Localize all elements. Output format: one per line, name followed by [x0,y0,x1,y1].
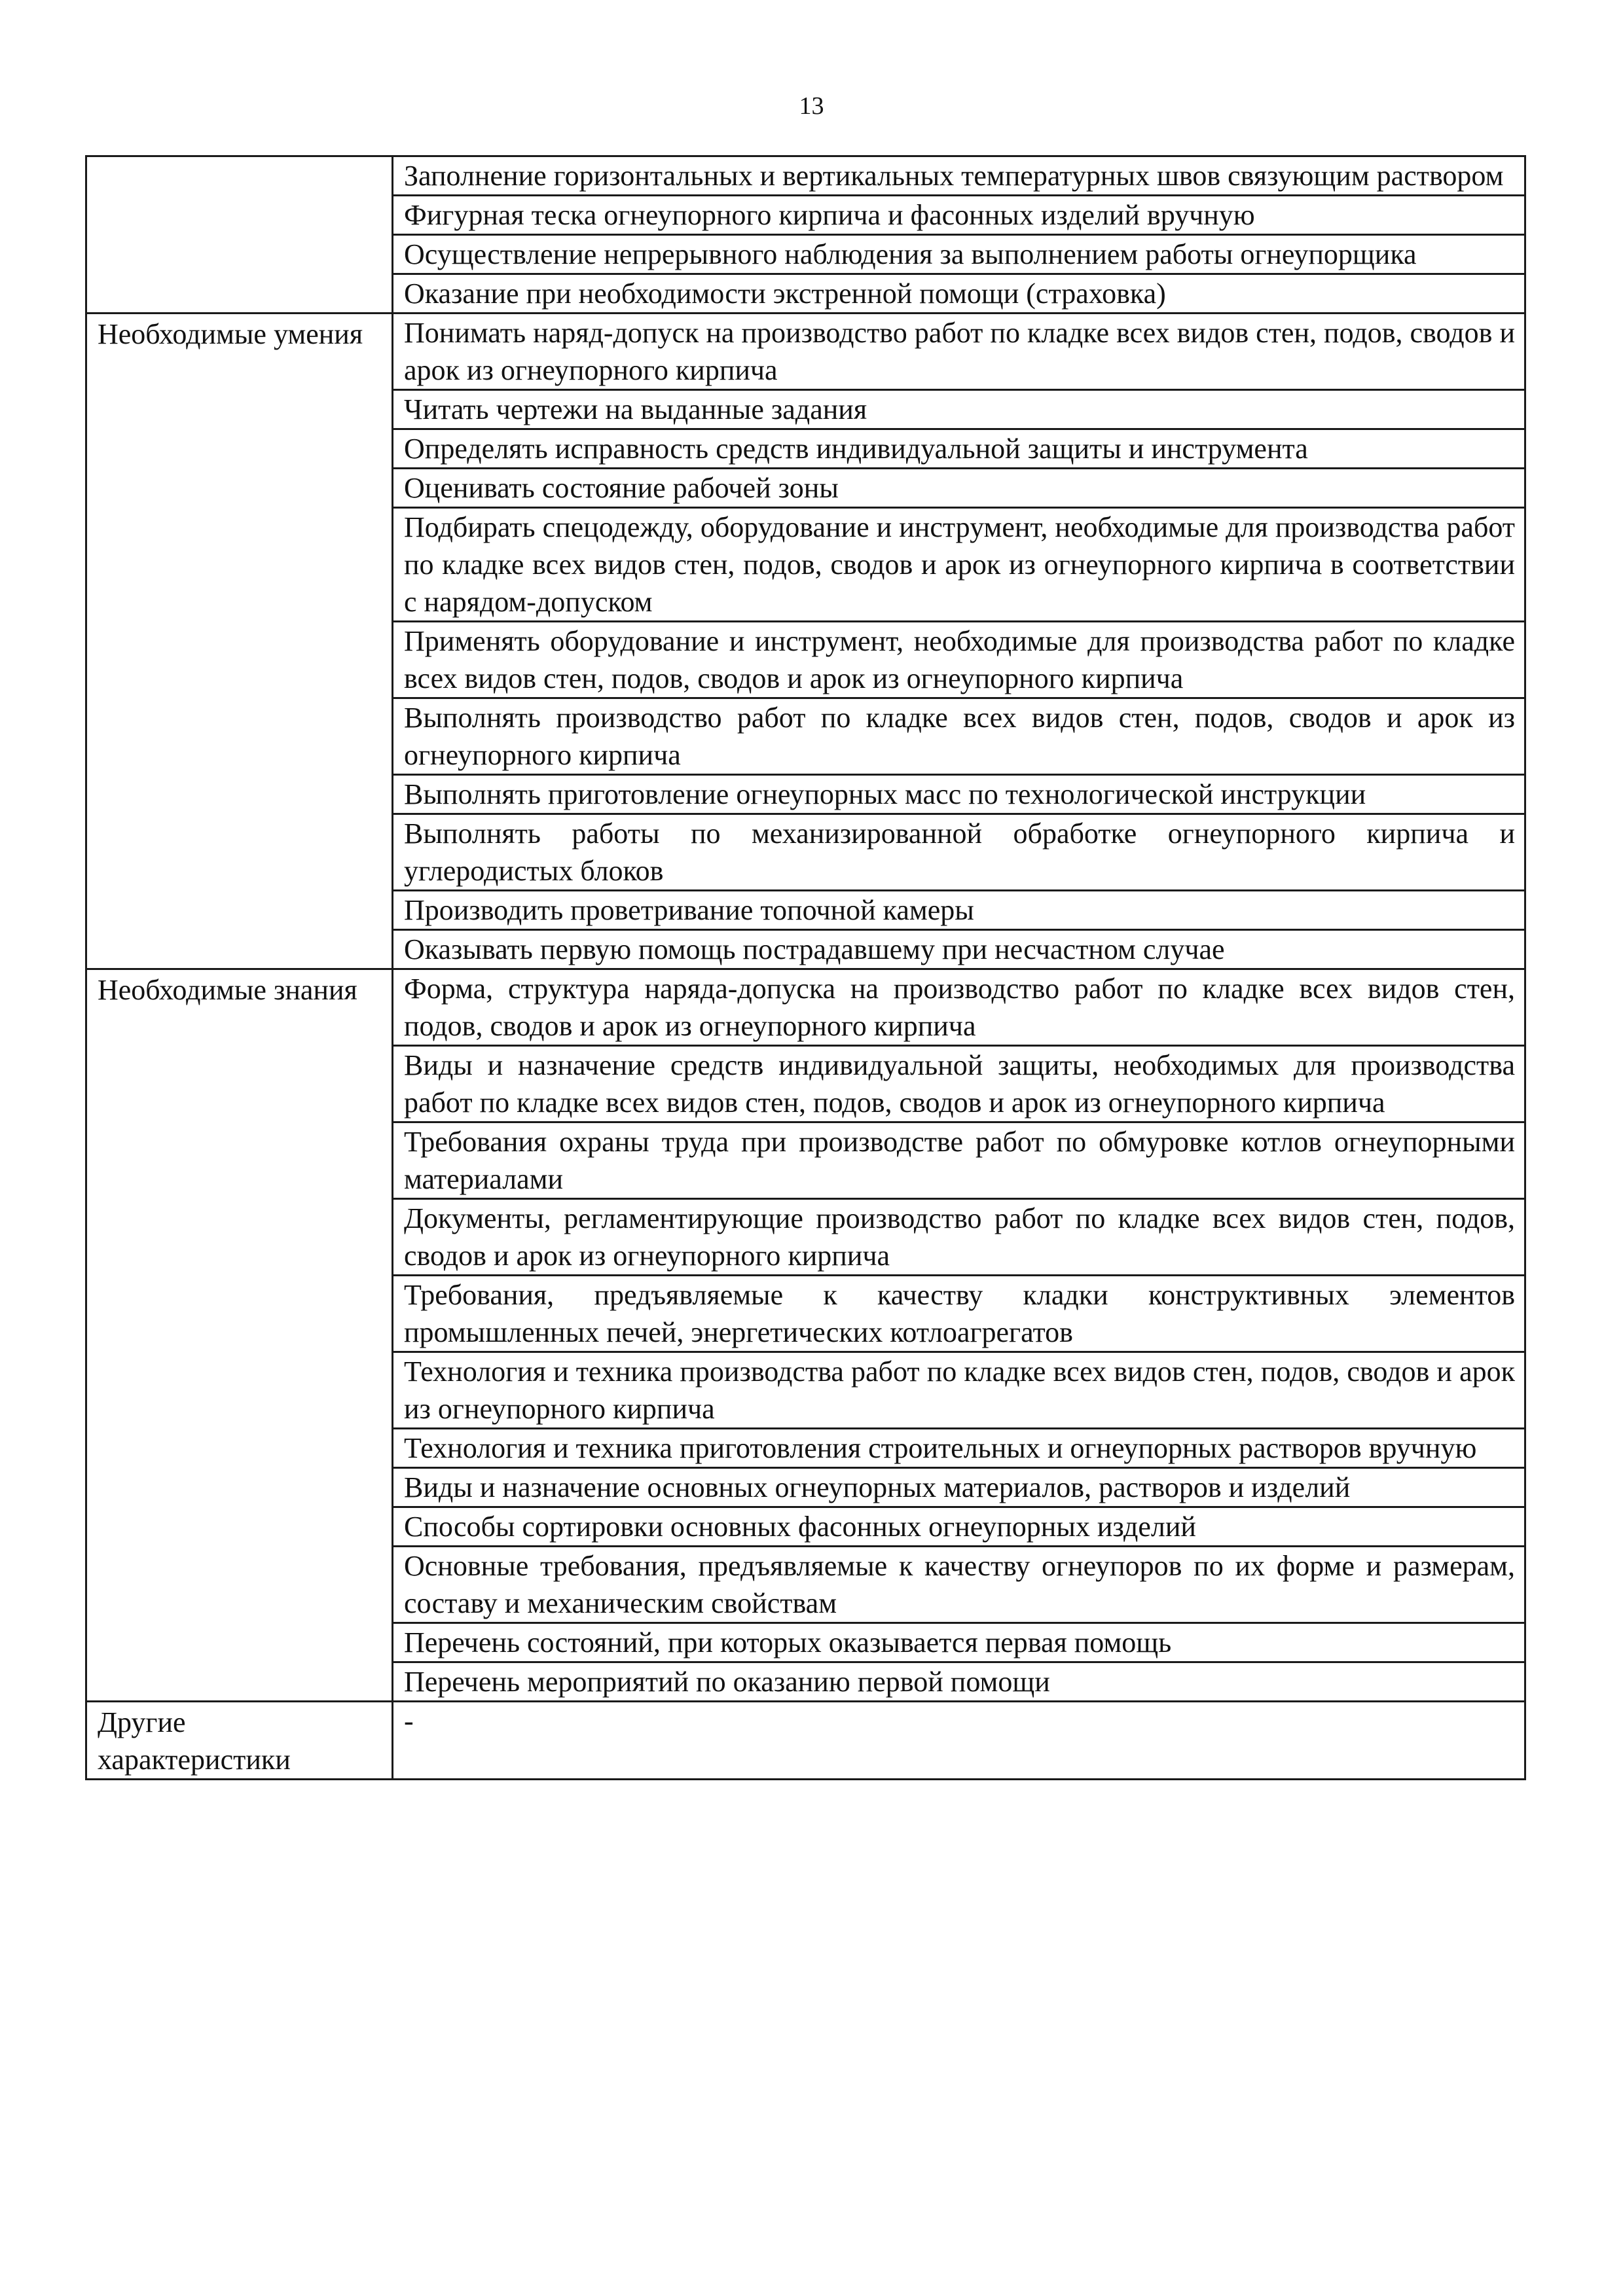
section-item: Документы, регламентирующие производство работ по кладке всех видов стен, подов, сводов и арок из огнеупорного кирпича [393,1199,1525,1276]
section-item: Определять исправность средств индивидуальной защиты и инструмента [393,429,1525,469]
characteristics-table [85,155,1526,1780]
section-item: Форма, структура наряда-допуска на производство работ по кладке всех видов стен, подов, сводов и арок из огнеупорного кирпича [393,969,1525,1046]
section-item: Требования, предъявляемые к качеству кладки конструктивных элементов промышленных печей, энергетических котлоагрегатов [393,1276,1525,1352]
section-item: Подбирать спецодежду, оборудование и инструмент, необходимые для производства работ по кладке всех видов стен, подов, сводов и арок из огнеупорного кирпича в соответствии с нарядом-допуском [393,508,1525,622]
section-item: Требования охраны труда при производстве работ по обмуровке котлов огнеупорными материалами [393,1122,1525,1199]
section-label: Другие характеристики [86,1702,393,1780]
section-label: Необходимые умения [86,314,393,969]
section-item: Выполнять работы по механизированной обработке огнеупорного кирпича и углеродистых блоков [393,814,1525,891]
section-item: Выполнять производство работ по кладке всех видов стен, подов, сводов и арок из огнеупорного кирпича [393,698,1525,775]
table-row [86,1702,1525,1780]
section-label [86,156,393,314]
section-item: Заполнение горизонтальных и вертикальных температурных швов связующим раствором [393,156,1525,196]
section-item: Способы сортировки основных фасонных огнеупорных изделий [393,1507,1525,1547]
section-item: - [393,1702,1525,1780]
section-item: Фигурная теска огнеупорного кирпича и фасонных изделий вручную [393,196,1525,235]
section-item: Применять оборудование и инструмент, необходимые для производства работ по кладке всех видов стен, подов, сводов и арок из огнеупорного кирпича [393,622,1525,698]
section-item: Перечень состояний, при которых оказывается первая помощь [393,1623,1525,1662]
section-item: Выполнять приготовление огнеупорных масс по технологической инструкции [393,775,1525,814]
section-item: Виды и назначение основных огнеупорных материалов, растворов и изделий [393,1468,1525,1507]
section-item: Технология и техника производства работ по кладке всех видов стен, подов, сводов и арок из огнеупорного кирпича [393,1352,1525,1429]
section-item: Осуществление непрерывного наблюдения за выполнением работы огнеупорщика [393,235,1525,274]
section-item: Понимать наряд-допуск на производство работ по кладке всех видов стен, подов, сводов и арок из огнеупорного кирпича [393,314,1525,390]
page-number: 13 [799,92,824,120]
section-item: Технология и техника приготовления строительных и огнеупорных растворов вручную [393,1429,1525,1468]
section-item: Читать чертежи на выданные задания [393,390,1525,429]
table-row [86,156,1525,196]
table-row [86,314,1525,390]
section-item: Перечень мероприятий по оказанию первой помощи [393,1662,1525,1702]
table-body [86,156,1525,1780]
section-item: Основные требования, предъявляемые к качеству огнеупоров по их форме и размерам, составу и механическим свойствам [393,1547,1525,1623]
section-item: Производить проветривание топочной камеры [393,891,1525,930]
section-item: Виды и назначение средств индивидуальной защиты, необходимых для производства работ по кладке всех видов стен, подов, сводов и арок из огнеупорного кирпича [393,1046,1525,1122]
section-item: Оказывать первую помощь пострадавшему при несчастном случае [393,930,1525,969]
section-item: Оказание при необходимости экстренной помощи (страховка) [393,274,1525,314]
table-row [86,969,1525,1046]
section-label: Необходимые знания [86,969,393,1702]
section-item: Оценивать состояние рабочей зоны [393,469,1525,508]
